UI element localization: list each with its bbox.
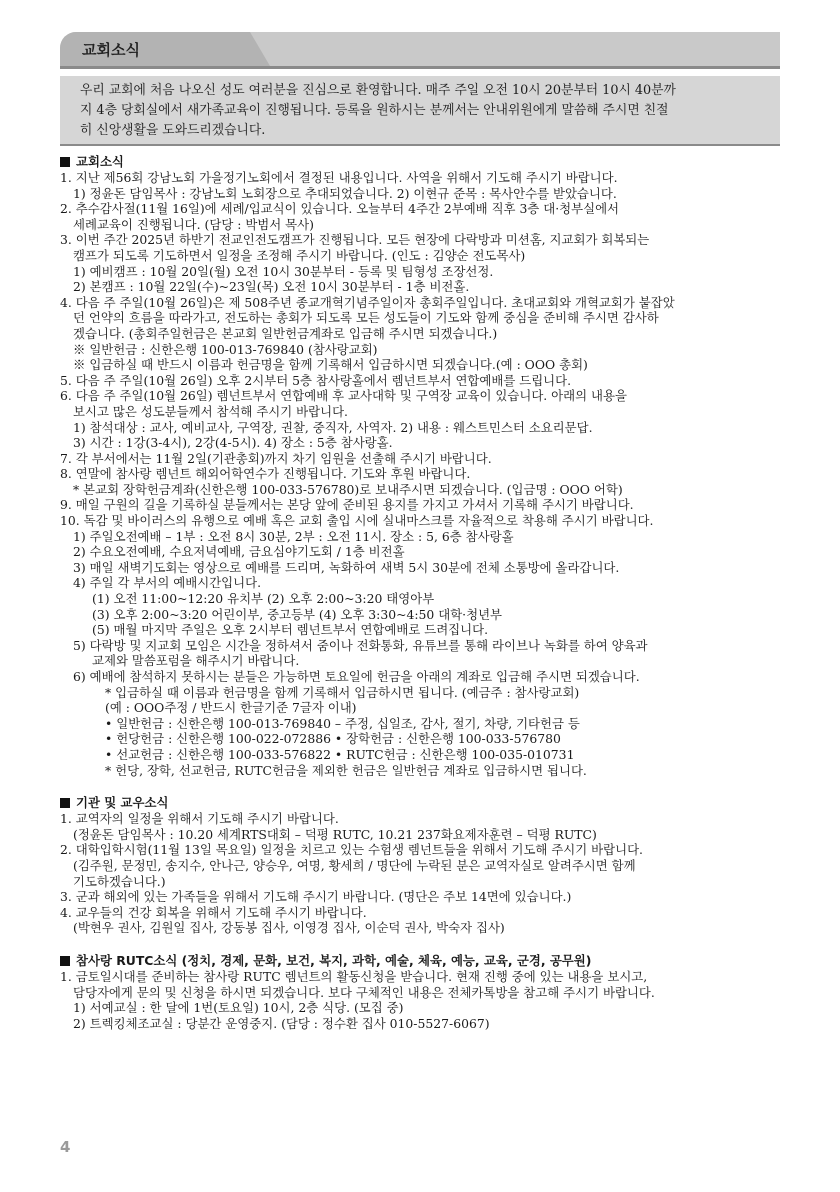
welcome-line: 지 4층 당회실에서 새가족교육이 진행됩니다. 등록을 원하시는 분께서는 안내위원에게 말씀해 주시면 친절 [80, 103, 669, 118]
news-line: (예 : OOO주정 / 반드시 한글기준 7글자 이내) [105, 700, 357, 716]
section-gap [60, 778, 780, 794]
news-line: (1) 오전 11:00~12:20 유치부 (2) 오후 2:00~3:20 태영아부 [92, 591, 435, 607]
section-gap [60, 936, 780, 952]
section-title-text: 참사랑 RUTC소식 (정치, 경제, 문화, 보건, 복지, 과학, 예술, 체육, 예능, 교육, 군경, 공무원) [76, 952, 592, 968]
news-line: 5. 다음 주 주일(10월 26일) 오후 2시부터 5층 참사랑홀에서 렘넌트부서 연합예배를 드립니다. [60, 372, 572, 388]
page-number: 4 [60, 1138, 71, 1156]
news-line: 2) 본캠프 : 10월 22일(수)~23일(목) 오전 10시 30분부터 - 1층 비전홀. [73, 279, 470, 295]
square-bullet-icon [60, 798, 70, 808]
news-line: 2) 트렉킹체조교실 : 당분간 운영중지. (담당 : 정수환 집사 010-5527-6067) [73, 1015, 490, 1031]
news-line: 1. 금토일시대를 준비하는 참사랑 RUTC 렘넌트의 활동신청을 받습니다. 현재 진행 중에 있는 내용을 보시고, [60, 968, 648, 984]
news-line: 8. 연말에 참사랑 렘넌트 해외어학연수가 진행됩니다. 기도와 후원 바랍니다. [60, 466, 471, 482]
square-bullet-icon [60, 956, 70, 966]
header-divider [60, 66, 780, 69]
news-line: 기도하겠습니다.) [73, 873, 166, 889]
news-line: 4. 다음 주 주일(10월 26일)은 제 508주년 종교개혁기념주일이자 총회주일입니다. 초대교회와 개혁교회가 붙잡았 [60, 294, 675, 310]
news-line: 2. 대학입학시험(11월 13일 목요일) 일정을 치르고 있는 수험생 렘넌트들을 위해서 기도해 주시기 바랍니다. [60, 842, 643, 858]
news-line: • 일반헌금 : 신한은행 100-013-769840 – 주정, 십일조, 감사, 절기, 차량, 기타헌금 등 [105, 715, 580, 731]
news-line: • 헌당헌금 : 신한은행 100-022-072886 • 장학헌금 : 신한은행 100-033-576780 [105, 731, 561, 747]
news-line: 던 언약의 흐름을 따라가고, 전도하는 총회가 되도록 모든 성도들이 기도와 함께 중심을 준비해 주시면 감사하 [73, 310, 659, 326]
news-line: 4. 교우들의 건강 회복을 위해서 기도해 주시기 바랍니다. [60, 904, 367, 920]
news-line: 7. 각 부서에서는 11월 2일(기관총회)까지 차기 임원을 선출해 주시기 바랍니다. [60, 450, 492, 466]
news-line: 2) 수요오전예배, 수요저녁예배, 금요심야기도회 / 1층 비전홀 [73, 544, 405, 560]
news-line: • 선교헌금 : 신한은행 100-033-576822 • RUTC헌금 : 신한은행 100-035-010731 [105, 746, 575, 762]
welcome-box [60, 76, 780, 144]
news-line: 담당자에게 문의 및 신청을 하시면 되겠습니다. 보다 구체적인 내용은 전체카톡방을 참고해 주시기 바랍니다. [73, 984, 655, 1000]
news-line: 1) 주일오전예배 – 1부 : 오전 8시 30분, 2부 : 오전 11시. 장소 : 5, 6층 참사랑홀 [73, 528, 514, 544]
news-line: 6) 예배에 참석하지 못하시는 분들은 가능하면 토요일에 헌금을 아래의 계좌로 입금해 주시면 되겠습니다. [73, 669, 640, 684]
news-line: 5) 다락방 및 지교회 모임은 시간을 정하셔서 줌이나 전화통화, 유튜브를 통해 라이브나 녹화를 하여 양육과 [73, 637, 648, 653]
news-line: 9. 매일 구원의 길을 기록하실 분들께서는 본당 앞에 준비된 용지를 가지고 가셔서 기록해 주시기 바랍니다. [60, 497, 634, 513]
news-line: 1) 서예교실 : 한 달에 1번(토요일) 10시, 2층 식당. (모집 중) [73, 1000, 404, 1016]
news-line: 6. 다음 주 주일(10월 26일) 렘넌트부서 연합예배 후 교사대학 및 구역장 교육이 있습니다. 아래의 내용을 [60, 388, 627, 404]
news-line: ※ 입금하실 때 반드시 이름과 헌금명을 함께 기록해서 입금하시면 되겠습니다.(예 : OOO 총회) [73, 357, 588, 373]
news-line: (정윤돈 담임목사 : 10.20 세계RTS대회 – 덕평 RUTC, 10.21 237화요제자훈련 – 덕평 RUTC) [73, 826, 597, 842]
news-line: ※ 일반헌금 : 신한은행 100-013-769840 (참사랑교회) [73, 341, 378, 357]
news-line: (박현우 권사, 김원일 집사, 강동봉 집사, 이영경 집사, 이순덕 권사, 박숙자 집사) [73, 920, 505, 936]
square-bullet-icon [60, 157, 70, 167]
welcome-line: 히 신앙생활을 도와드리겠습니다. [80, 123, 266, 138]
news-line: 1. 지난 제56회 강남노회 가을정기노회에서 결정된 내용입니다. 사역을 위해서 기도해 주시기 바랍니다. [60, 170, 618, 185]
news-line: 1) 예비캠프 : 10월 20일(월) 오전 10시 30분부터 - 등록 및 팀형성 조장선정. [73, 263, 494, 279]
news-line: 10. 독감 및 바이러스의 유행으로 예배 혹은 교회 출입 시에 실내마스크를 자율적으로 착용해 주시기 바랍니다. [60, 513, 654, 529]
news-line: (김주원, 문정민, 송지수, 안나근, 양승우, 여명, 황세희 / 명단에 누락된 분은 교역자실로 알려주시면 함께 [73, 857, 636, 873]
news-line: 겠습니다. (총회주일헌금은 본교회 일반헌금계좌로 입금해 주시면 되겠습니다.) [73, 325, 498, 341]
news-line: * 본교회 장학헌금계좌(신한은행 100-033-576780)로 보내주시면 되겠습니다. (입금명 : OOO 어학) [73, 481, 623, 497]
news-line: (5) 매월 마지막 주일은 오후 2시부터 렘넌트부서 연합예배로 드려집니다. [92, 622, 489, 638]
news-line: 3) 시간 : 1강(3-4시), 2강(4-5시). 4) 장소 : 5층 참사랑홀. [73, 435, 393, 451]
news-line: 3) 매일 새벽기도회는 영상으로 예배를 드리며, 녹화하여 새벽 5시 30분에 전체 소통방에 올라갑니다. [73, 559, 620, 575]
news-content [60, 153, 780, 1031]
news-line: 2. 추수감사절(11월 16일)에 세례/입교식이 있습니다. 오늘부터 4주간 2부예배 직후 3층 대·청부실에서 [60, 201, 620, 217]
header-title: 교회소식 [82, 41, 140, 59]
section-title [60, 153, 780, 170]
news-line: 세례교육이 진행됩니다. (담당 : 박범서 목사) [73, 216, 314, 232]
news-line: 1) 참석대상 : 교사, 예비교사, 구역장, 권찰, 중직자, 사역자. 2) 내용 : 웨스트민스터 소요리문답. [73, 419, 593, 435]
section-title [60, 794, 780, 811]
section-header [60, 32, 780, 68]
news-line: 4) 주일 각 부서의 예배시간입니다. [73, 575, 262, 591]
news-line: 3. 군과 해외에 있는 가족들을 위해서 기도해 주시기 바랍니다. (명단은 주보 14면에 있습니다.) [60, 889, 572, 905]
section-title-text: 교회소식 [76, 154, 124, 169]
news-line: 캠프가 되도록 기도하면서 일정을 조정해 주시기 바랍니다. (인도 : 김양순 전도목사) [73, 247, 526, 263]
welcome-line: 우리 교회에 처음 나오신 성도 여러분을 진심으로 환영합니다. 매주 주일 오전 10시 20분부터 10시 40분까 [80, 83, 676, 98]
section-title [60, 952, 780, 969]
news-line: (3) 오후 2:00~3:20 어린이부, 중고등부 (4) 오후 3:30~4:50 대학·청년부 [92, 606, 503, 622]
news-line: 3. 이번 주간 2025년 하반기 전교인전도캠프가 진행됩니다. 모든 현장에 다락방과 미션홈, 지교회가 회복되는 [60, 232, 650, 248]
news-line: * 헌당, 장학, 선교헌금, RUTC헌금을 제외한 헌금은 일반헌금 계좌로 입금하시면 됩니다. [105, 762, 587, 778]
news-line: 보시고 많은 성도분들께서 참석해 주시기 바랍니다. [73, 403, 348, 419]
section-title-text: 기관 및 교우소식 [76, 795, 169, 811]
news-line: 1. 교역자의 일정을 위해서 기도해 주시기 바랍니다. [60, 811, 339, 827]
news-line: 교제와 말씀포럼을 해주시기 바랍니다. [92, 653, 300, 669]
news-line: 1) 정윤돈 담임목사 : 강남노회 노회장으로 추대되었습니다. 2) 이현규 준목 : 목사안수를 받았습니다. [73, 185, 617, 201]
news-line: * 입금하실 때 이름과 헌금명을 함께 기록해서 입금하시면 됩니다. (예금주 : 참사랑교회) [105, 684, 580, 700]
welcome-divider [60, 144, 780, 146]
